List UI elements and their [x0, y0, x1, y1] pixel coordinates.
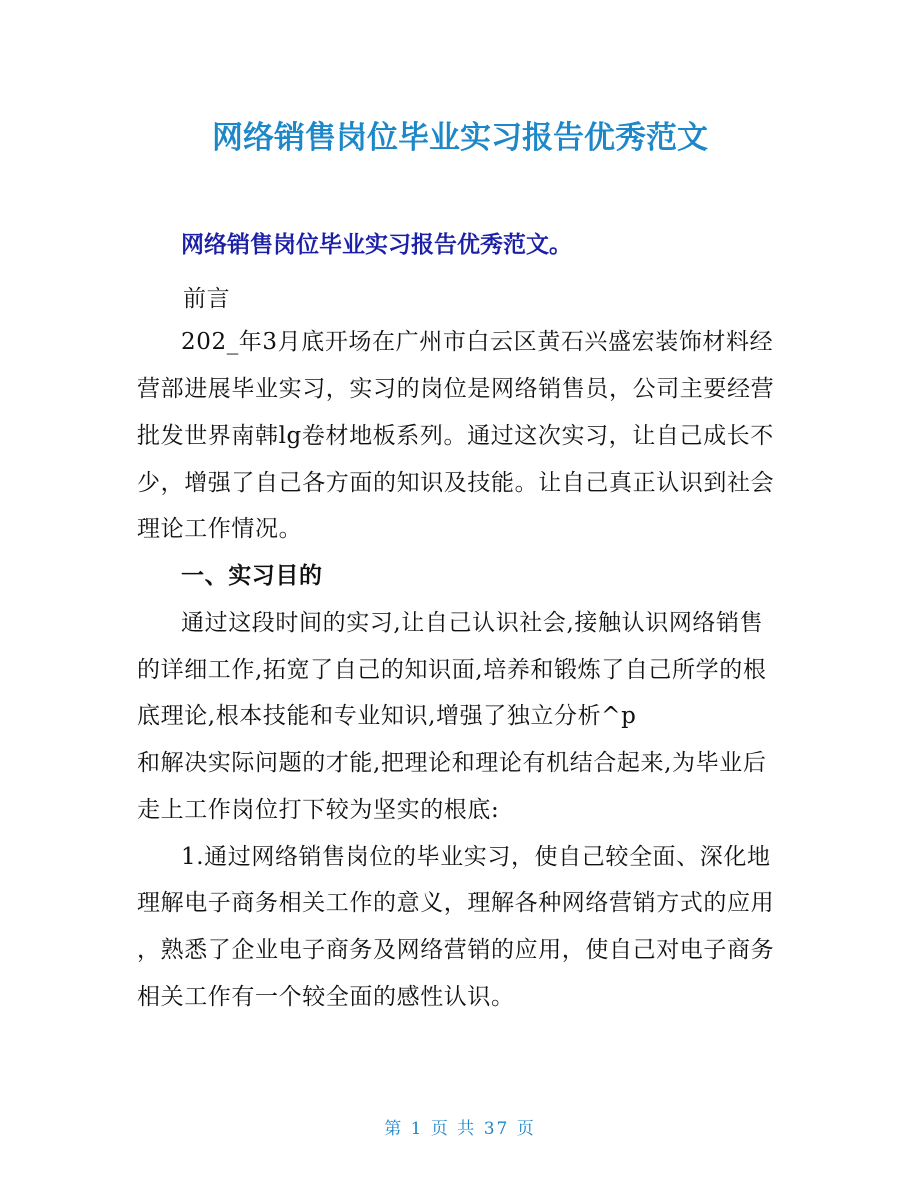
document-title: 网络销售岗位毕业实习报告优秀范文	[212, 120, 708, 156]
document-subtitle: 网络销售岗位毕业实习报告优秀范文。	[181, 232, 572, 258]
body-paragraph-line: 的详细工作,拓宽了自己的知识面,培养和锻炼了自己所学的根	[137, 657, 767, 683]
body-paragraph-line: 批发世界南韩lg卷材地板系列。通过这次实习，让自己成长不	[137, 423, 774, 449]
body-paragraph-line: 少，增强了自己各方面的知识及技能。让自己真正认识到社会	[137, 470, 775, 496]
body-paragraph-line: 相关工作有一个较全面的感性认识。	[137, 984, 515, 1010]
numbered-item-line: 1.通过网络销售岗位的毕业实习，使自己较全面、深化地	[181, 844, 771, 870]
page-number: 第 1 页 共 37 页	[384, 1119, 536, 1139]
body-paragraph-line: 营部进展毕业实习，实习的岗位是网络销售员，公司主要经营	[137, 376, 775, 402]
body-paragraph-line: 通过这段时间的实习,让自己认识社会,接触认识网络销售	[181, 610, 764, 636]
body-paragraph-line: 走上工作岗位打下较为坚实的根底:	[137, 797, 500, 823]
body-paragraph-line: 202_年3月底开场在广州市白云区黄石兴盛宏装饰材料经	[181, 329, 774, 355]
body-paragraph-line: ，熟悉了企业电子商务及网络营销的应用，使自己对电子商务	[137, 937, 775, 963]
body-paragraph-line: 底理论,根本技能和专业知识,增强了独立分析^p	[137, 703, 637, 729]
section-preface-label: 前言	[183, 286, 231, 312]
body-paragraph-line: 理论工作情况。	[137, 516, 303, 542]
body-paragraph-line: 和解决实际问题的才能,把理论和理论有机结合起来,为毕业后	[137, 750, 767, 776]
body-paragraph-line: 理解电子商务相关工作的意义，理解各种网络营销方式的应用	[137, 890, 775, 916]
section-heading: 一、实习目的	[181, 562, 323, 589]
